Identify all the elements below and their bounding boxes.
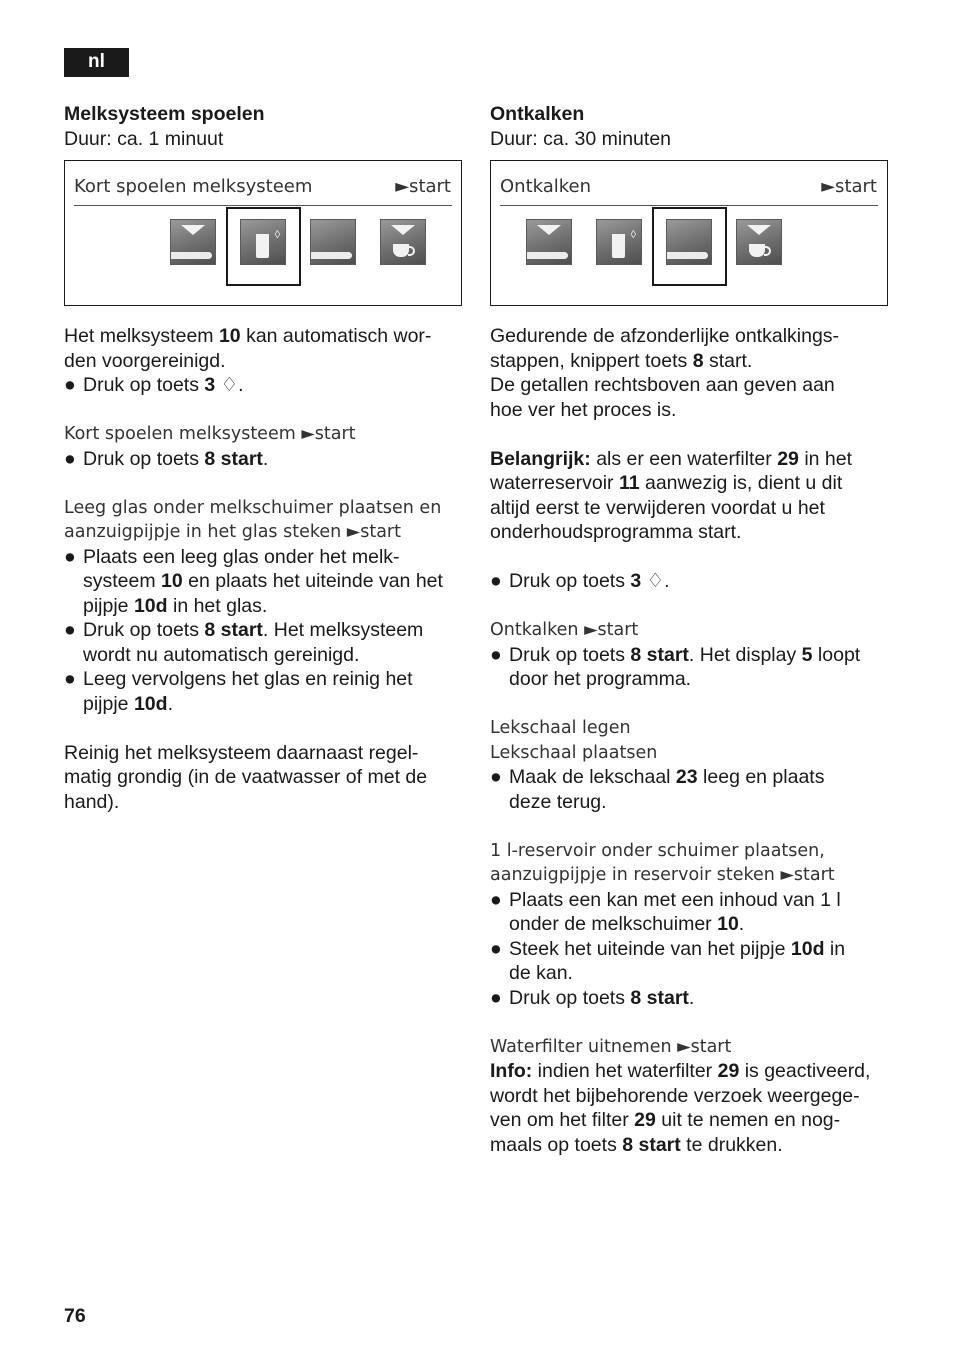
list-item: ● Druk op toets 8 start.: [64, 447, 269, 470]
display-header: [74, 169, 452, 206]
section-descaling: [490, 102, 890, 1157]
body-line: hoe ver het proces is.: [490, 398, 677, 421]
display-message: 1 l-reservoir onder schuimer plaatsen,: [490, 840, 825, 861]
display-message: Leeg glas onder melkschuimer plaatsen en: [64, 497, 442, 518]
display-icons: [65, 207, 461, 287]
list-item: ● Druk op toets 8 start. Het display 5 loopt door het programma.: [490, 643, 861, 690]
outro-line: Reinig het melksysteem daarnaast regel-: [64, 741, 419, 764]
list-item: ● Steek het uiteinde van het pijpje 10d in de kan.: [490, 937, 846, 984]
display-text: Ontkalken: [500, 175, 592, 197]
outro-line: matig grondig (in de vaatwasser of met de: [64, 766, 428, 788]
cup-dispense-icon: [380, 219, 426, 265]
info-note: Info: indien het waterfilter 29 is geactiveerd,: [490, 1060, 871, 1082]
list-item: ● Druk op toets 3 ♢.: [490, 570, 670, 592]
info-note: ven om het filter 29 uit te nemen en nog-: [490, 1109, 841, 1131]
important-note: onderhoudsprogramma start.: [490, 521, 742, 543]
list-item: ● Maak de lekschaal 23 leeg en plaats deze terug.: [490, 766, 825, 813]
cup-dispense-icon: [736, 219, 782, 265]
body-line: stappen, knippert toets 8 start.: [490, 349, 753, 372]
section-title: Melksysteem spoelen: [64, 103, 265, 125]
display-message: Ontkalken ►start: [490, 620, 639, 640]
info-note: maals op toets 8 start te drukken.: [490, 1133, 783, 1156]
display-icons: [491, 207, 887, 287]
list-item: ● Leeg vervolgens het glas en reinig het pijpje 10d.: [64, 668, 413, 715]
duration: Duur: ca. 1 minuut: [64, 127, 224, 150]
drip-tray-icon: [310, 219, 356, 265]
list-item: ● Plaats een kan met een inhoud van 1 l onder de melkschuimer 10.: [490, 888, 841, 935]
outro-line: hand).: [64, 790, 120, 813]
display-message: Waterfilter uitnemen ►start: [490, 1036, 732, 1057]
section-title: Ontkalken: [490, 103, 585, 125]
list-item: ● Plaats een leeg glas onder het melk- systeem 10 en plaats het uiteinde van het pijpje 10d in het glas.: [64, 545, 443, 617]
display-start: ►start: [395, 175, 451, 197]
display-panel: [64, 160, 462, 306]
body-line: De getallen rechtsboven aan geven aan: [490, 374, 835, 396]
display-panel: [490, 160, 888, 306]
display-message: Lekschaal plaatsen: [490, 742, 658, 763]
display-header: [500, 169, 878, 206]
display-start: ►start: [821, 175, 877, 197]
duration: Duur: ca. 30 minuten: [490, 127, 672, 150]
info-note: wordt het bijbehorende verzoek weergege-: [490, 1084, 860, 1107]
milk-glass-icon: ◊: [596, 219, 642, 265]
language-tab: nl: [64, 48, 129, 77]
intro-line: den voorgereinigd.: [64, 349, 226, 372]
milk-glass-icon: ◊: [240, 219, 286, 265]
page-number: 76: [64, 1305, 86, 1327]
coffee-dispense-icon: [170, 219, 216, 265]
body-line: Gedurende de afzonderlijke ontkalkings-: [490, 325, 840, 347]
important-note: Belangrijk: als er een waterfilter 29 in het: [490, 447, 853, 470]
list-item: ● Druk op toets 8 start. Het melksysteem wordt nu automatisch gereinigd.: [64, 619, 424, 666]
display-text: Kort spoelen melksysteem: [74, 175, 313, 197]
display-message: aanzuigpijpje in reservoir steken ►start: [490, 865, 835, 885]
display-message: aanzuigpijpje in het glas steken ►start: [64, 522, 401, 542]
important-note: waterreservoir 11 aanwezig is, dient u dit: [490, 472, 843, 494]
display-message: Lekschaal legen: [490, 718, 631, 738]
list-item: ● Druk op toets 8 start.: [490, 986, 695, 1009]
section-milk-rinse: [64, 102, 464, 814]
important-note: altijd eerst te verwijderen voordat u het: [490, 496, 825, 519]
list-item: ● Druk op toets 3 ♢.: [64, 374, 244, 396]
drip-tray-icon: [666, 219, 712, 265]
display-message: Kort spoelen melksysteem ►start: [64, 424, 356, 444]
intro-line: Het melksysteem 10 kan automatisch wor-: [64, 325, 432, 347]
coffee-dispense-icon: [526, 219, 572, 265]
